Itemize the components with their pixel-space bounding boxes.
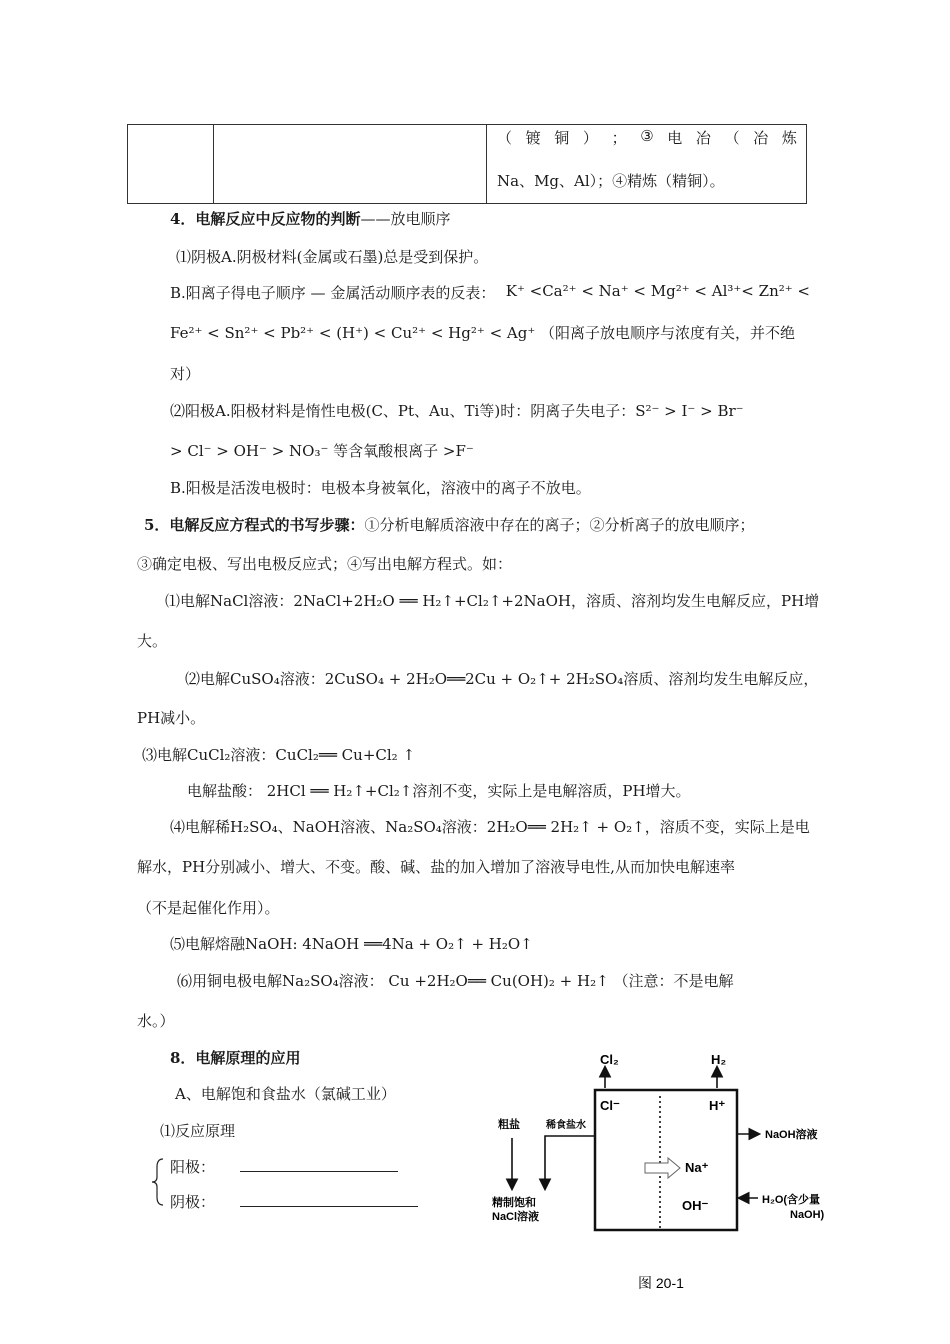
na-ion-label: Na⁺ (685, 1160, 709, 1175)
sec5-eq4b: 解水，PH分别减小、增大、不变。酸、碱、盐的加入增加了溶液导电性,从而加快电解速率 (137, 858, 735, 876)
dilute-brine-label: 稀食盐水 (546, 1120, 586, 1131)
h2-label: H₂ (711, 1052, 727, 1067)
water-in-label-2: NaOH) (790, 1209, 825, 1221)
sec5-eq3b: 电解盐酸： 2HCl ══ H₂↑+Cl₂↑溶剂不变，实际上是电解溶质，PH增大。 (187, 782, 691, 800)
sec4-p4: 对） (170, 365, 201, 383)
sec5-eq6b: 水。） (137, 1012, 175, 1030)
sec8-b: ⑴反应原理 (160, 1122, 236, 1140)
table-cell-1 (128, 125, 214, 204)
sec5-eq4: ⑷电解稀H₂SO₄、NaOH溶液、Na₂SO₄溶液：2H₂O══ 2H₂↑ + O₂↑，溶质不变，实际上是电 (170, 818, 810, 836)
sec4-p5: ⑵阳极A.阳极材料是惰性电极(C、Pt、Au、Ti等)时：阴离子失电子：S²⁻ > I⁻ > Br⁻ (170, 402, 744, 420)
h-ion-label: H⁺ (709, 1098, 726, 1113)
figure-caption: 图 20-1 (638, 1275, 684, 1291)
cl2-label: Cl₂ (600, 1052, 619, 1067)
curly-brace (150, 1157, 166, 1207)
electrolysis-cell-figure (490, 1048, 840, 1298)
sec4-p2: B.阳离子得电子顺序 — 金属活动顺序表的反表： K⁺ <Ca²⁺ < Na⁺ < Mg²⁺ < Al³⁺< Zn²⁺ < (170, 282, 810, 302)
dilute-brine-arrow (545, 1136, 595, 1188)
sec5-line2: ③确定电极、写出电极反应式；④写出电解方程式。如： (137, 555, 513, 573)
section-8-heading: 8．电解原理的应用 (170, 1049, 301, 1067)
table-cell-line2: Na、Mg、Al）；④精炼（精铜）。 (497, 172, 725, 190)
na-transfer-arrow (645, 1158, 680, 1178)
sec4-p6: > Cl⁻ > OH⁻ > NO₃⁻ 等含氧酸根离子 >F⁻ (170, 442, 474, 460)
water-in-label-1: H₂O(含少量 (762, 1194, 821, 1206)
refined-brine-label-1: 精制饱和 (492, 1197, 536, 1209)
cathode-answer-blank[interactable] (240, 1192, 418, 1207)
crude-salt-label: 粗盐 (498, 1119, 520, 1131)
sec4-p7: B.阳极是活泼电极时：电极本身被氧化，溶液中的离子不放电。 (170, 479, 591, 497)
sec5-eq1: ⑴电解NaCl溶液：2NaCl+2H₂O ══ H₂↑+Cl₂↑+2NaOH，溶质、溶剂均发生电解反应，PH增 (165, 592, 820, 610)
cathode-row: 阴极： (170, 1191, 418, 1212)
sec5-eq2b: PH减小。 (137, 709, 206, 727)
sec5-eq5: ⑸电解熔融NaOH: 4NaOH ══4Na + O₂↑ + H₂O↑ (170, 935, 533, 953)
sec4-p3: Fe²⁺ < Sn²⁺ < Pb²⁺ < (H⁺) < Cu²⁺ < Hg²⁺ < Ag⁺ （阳离子放电顺序与浓度有关，并不绝 (170, 324, 796, 342)
sec5-eq3: ⑶电解CuCl₂溶液：CuCl₂══ Cu+Cl₂ ↑ (142, 746, 416, 764)
oh-ion-label: OH⁻ (682, 1198, 709, 1213)
sec5-eq4c: （不是起催化作用）。 (137, 899, 280, 917)
sec5-eq1b: 大。 (137, 632, 168, 650)
table-cell-2 (214, 125, 487, 204)
sec5-eq6: ⑹用铜电极电解Na₂SO₄溶液： Cu +2H₂O══ Cu(OH)₂ + H₂↑ （注意：不是电解 (177, 972, 734, 990)
anode-row: 阳极： (170, 1156, 398, 1177)
sec4-p1: ⑴阴极A.阴极材料(金属或石墨)总是受到保护。 (176, 248, 489, 266)
table-cell-line1: （ 镀 铜 ） ； ③ 电 冶 （ 冶 炼 (497, 127, 797, 147)
naoh-solution-label: NaOH溶液 (765, 1129, 818, 1141)
sec5-eq2: ⑵电解CuSO₄溶液：2CuSO₄ + 2H₂O══2Cu + O₂↑+ 2H₂SO₄溶质、溶剂均发生电解反应， (185, 670, 819, 688)
cl-ion-label: Cl⁻ (600, 1098, 620, 1113)
sec8-a: A、电解饱和食盐水（氯碱工业） (175, 1085, 396, 1103)
anode-answer-blank[interactable] (240, 1157, 398, 1172)
section-5-heading: 5．电解反应方程式的书写步骤：①分析电解质溶液中存在的离子；②分析离子的放电顺序； (144, 516, 755, 534)
refined-brine-label-2: NaCl溶液 (492, 1211, 540, 1223)
section-4-heading: 4．电解反应中反应物的判断——放电顺序 (170, 210, 451, 228)
